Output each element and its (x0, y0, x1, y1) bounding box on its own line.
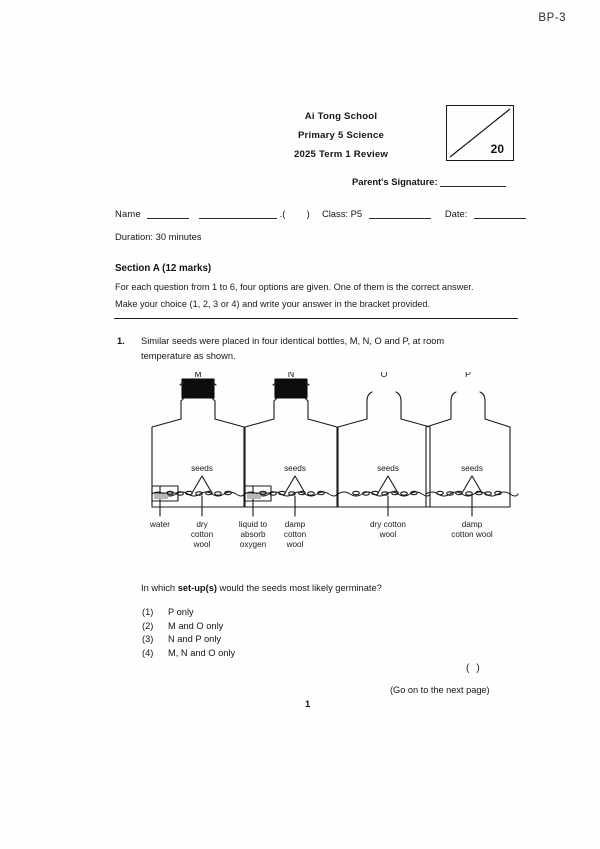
bottle-m-seeds-label: seeds (191, 464, 213, 473)
total-marks: 20 (490, 142, 504, 156)
bottle-o (338, 392, 430, 516)
label-m-dry-3: wool (193, 540, 211, 549)
label-n-damp-3: wool (286, 540, 304, 549)
parent-signature-blank[interactable] (440, 177, 506, 187)
option-2-number: (2) (142, 620, 154, 631)
bottle-n-label: N (287, 372, 295, 379)
label-m-dry-1: dry (196, 520, 208, 529)
class-label: Class: P5 (321, 208, 363, 219)
corner-code: BP-3 (538, 12, 566, 24)
option-2[interactable] (142, 620, 235, 634)
option-3-number: (3) (142, 634, 154, 644)
parent-signature-label: Parent's Signature: (352, 176, 438, 187)
option-3-text: N and P only (168, 634, 222, 644)
prompt-emphasis: set-up(s) (177, 583, 217, 593)
bottle-p (426, 392, 518, 516)
name-blank[interactable] (147, 209, 189, 219)
index-paren-open: .( (279, 208, 286, 219)
bottle-o-label: O (380, 372, 388, 379)
answer-bracket[interactable] (466, 663, 487, 674)
level-subject: Primary 5 Science (297, 130, 385, 141)
option-1-number: (1) (142, 607, 154, 617)
question-stem-line-1: Similar seeds were placed in four identical bottles, M, N, O and P, at room (141, 336, 445, 346)
label-n-damp-2: cotton (283, 530, 307, 539)
option-4-number: (4) (142, 647, 154, 658)
label-n-liquid-2: absorb (240, 530, 266, 539)
question-stem-line-2: temperature as shown. (141, 351, 236, 361)
label-n-liquid-1: liquid to (238, 520, 268, 529)
marks-box (446, 105, 514, 161)
section-instruction-line-1: For each question from 1 to 6, four options are given. One of them is the correct answer. (115, 282, 474, 292)
question-prompt (141, 583, 382, 593)
bottle-p-label: P (464, 372, 472, 379)
bottles-diagram (140, 372, 520, 552)
label-o-dry-1: dry cotton (370, 520, 406, 529)
date-blank[interactable] (474, 209, 526, 219)
bottle-n (245, 379, 337, 516)
date-label: Date: (444, 208, 468, 219)
answer-bracket-close: ) (476, 663, 487, 674)
class-blank[interactable] (369, 209, 431, 219)
bottle-o-seeds-label: seeds (377, 464, 399, 473)
goto-next-page-note: (Go on to the next page) (390, 685, 490, 695)
answer-bracket-open: ( (466, 663, 477, 674)
duration-text: Duration: 30 minutes (115, 231, 202, 242)
option-2-text: M and O only (168, 620, 224, 631)
question-number: 1. (117, 336, 125, 346)
label-m-water: water (149, 520, 171, 529)
bottle-m (152, 379, 244, 516)
answer-options (142, 606, 235, 660)
option-4[interactable] (142, 647, 235, 661)
bottle-p-seeds-label: seeds (461, 464, 483, 473)
school-header (246, 107, 436, 164)
option-1-text: P only (168, 607, 194, 617)
section-divider (114, 318, 518, 319)
name-class-date-row (115, 208, 526, 219)
bottles-svg (140, 372, 520, 552)
label-o-dry-2: wool (379, 530, 397, 539)
label-p-damp-1: damp (461, 520, 483, 529)
label-n-damp-1: damp (284, 520, 306, 529)
section-instruction-line-2: Make your choice (1, 2, 3 or 4) and write your answer in the bracket provided. (115, 299, 431, 309)
section-title: Section A (12 marks) (115, 263, 212, 274)
name-blank-2[interactable] (199, 209, 277, 219)
option-4-text: M, N and O only (168, 647, 236, 658)
option-1[interactable] (142, 606, 235, 620)
bottle-m-label: M (194, 372, 202, 379)
name-label: Name (115, 208, 141, 219)
prompt-prefix: In which (141, 583, 178, 593)
option-3[interactable] (142, 633, 235, 647)
parent-signature-field[interactable] (352, 176, 506, 187)
page-number: 1 (305, 698, 311, 709)
prompt-suffix: would the seeds most likely germinate? (216, 583, 382, 593)
bottle-n-seeds-label: seeds (284, 464, 306, 473)
label-n-liquid-3: oxygen (239, 540, 267, 549)
label-m-dry-2: cotton (190, 530, 214, 539)
label-p-damp-2: cotton wool (451, 530, 493, 539)
index-paren-close: ) (306, 208, 310, 219)
school-name: Ai Tong School (304, 111, 378, 122)
exam-title: 2025 Term 1 Review (293, 149, 389, 160)
